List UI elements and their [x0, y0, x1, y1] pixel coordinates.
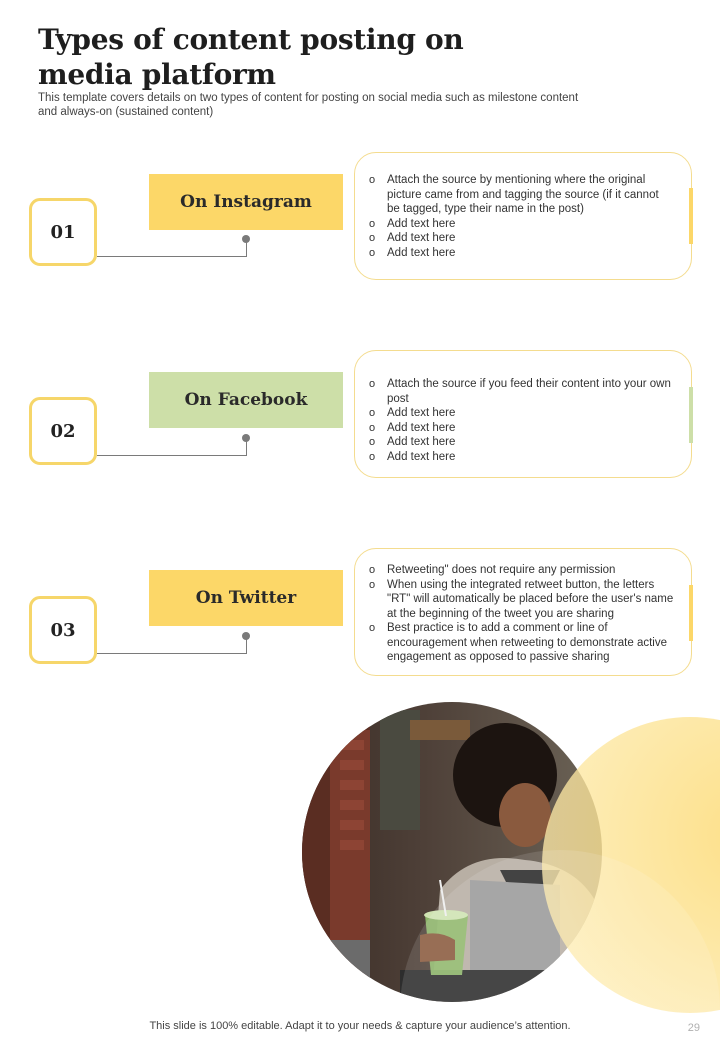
- bullet-list: [369, 563, 674, 665]
- accent-bar: [689, 387, 693, 443]
- connector-dot: [242, 434, 250, 442]
- section-number-box: [29, 596, 97, 664]
- accent-bar: [689, 188, 693, 244]
- section-text-box: [354, 350, 692, 478]
- section-number-box: [29, 198, 97, 266]
- connector-line: [97, 653, 247, 654]
- page-title: Types of content posting on media platform: [38, 23, 464, 91]
- section-label: On Facebook: [184, 390, 308, 410]
- page-number: 29: [687, 1022, 700, 1034]
- bullet-list: [369, 173, 674, 260]
- section-label: On Twitter: [195, 588, 297, 608]
- bullet-item: o Add text here: [369, 421, 674, 436]
- page-subtitle: This template covers details on two types of content for posting on social media such as milestone content and always-on (sustained content): [38, 92, 579, 118]
- connector-line: [97, 455, 247, 456]
- section-label: On Instagram: [180, 192, 312, 212]
- bullet-item: o Attach the source if you feed their content into your own post: [369, 377, 674, 406]
- bullet-list: [369, 377, 674, 464]
- bullet-item: o Add text here: [369, 217, 674, 232]
- bullet-item: o Retweeting" does not require any permission: [369, 563, 674, 578]
- bullet-item: o Best practice is to add a comment or line of encouragement when retweeting to demonstrate active engagement as opposed to passive sharing: [369, 621, 674, 665]
- bullet-item: o Add text here: [369, 231, 674, 246]
- section-number: 01: [50, 221, 76, 243]
- bullet-item: o Attach the source by mentioning where the original picture came from and tagging the source (if it cannot be tagged, type their name in the post): [369, 173, 674, 217]
- section-text-box: [354, 152, 692, 280]
- bullet-item: o When using the integrated retweet button, the letters "RT" will automatically be placed before the user's name at the beginning of the tweet you are sharing: [369, 578, 674, 622]
- section-text-box: [354, 548, 692, 676]
- footer-note: This slide is 100% editable. Adapt it to your needs & capture your audience’s attention.: [149, 1020, 571, 1032]
- section-label-box: [149, 174, 343, 230]
- section-number: 02: [50, 420, 76, 442]
- section-label-box: [149, 372, 343, 428]
- section-number: 03: [50, 619, 76, 641]
- connector-line: [97, 256, 247, 257]
- connector-dot: [242, 632, 250, 640]
- decorative-illustration: [0, 700, 720, 1020]
- section-number-box: [29, 397, 97, 465]
- bullet-item: o Add text here: [369, 246, 674, 261]
- bullet-item: o Add text here: [369, 450, 674, 465]
- bullet-item: o Add text here: [369, 406, 674, 421]
- connector-dot: [242, 235, 250, 243]
- section-label-box: [149, 570, 343, 626]
- bullet-item: o Add text here: [369, 435, 674, 450]
- accent-bar: [689, 585, 693, 641]
